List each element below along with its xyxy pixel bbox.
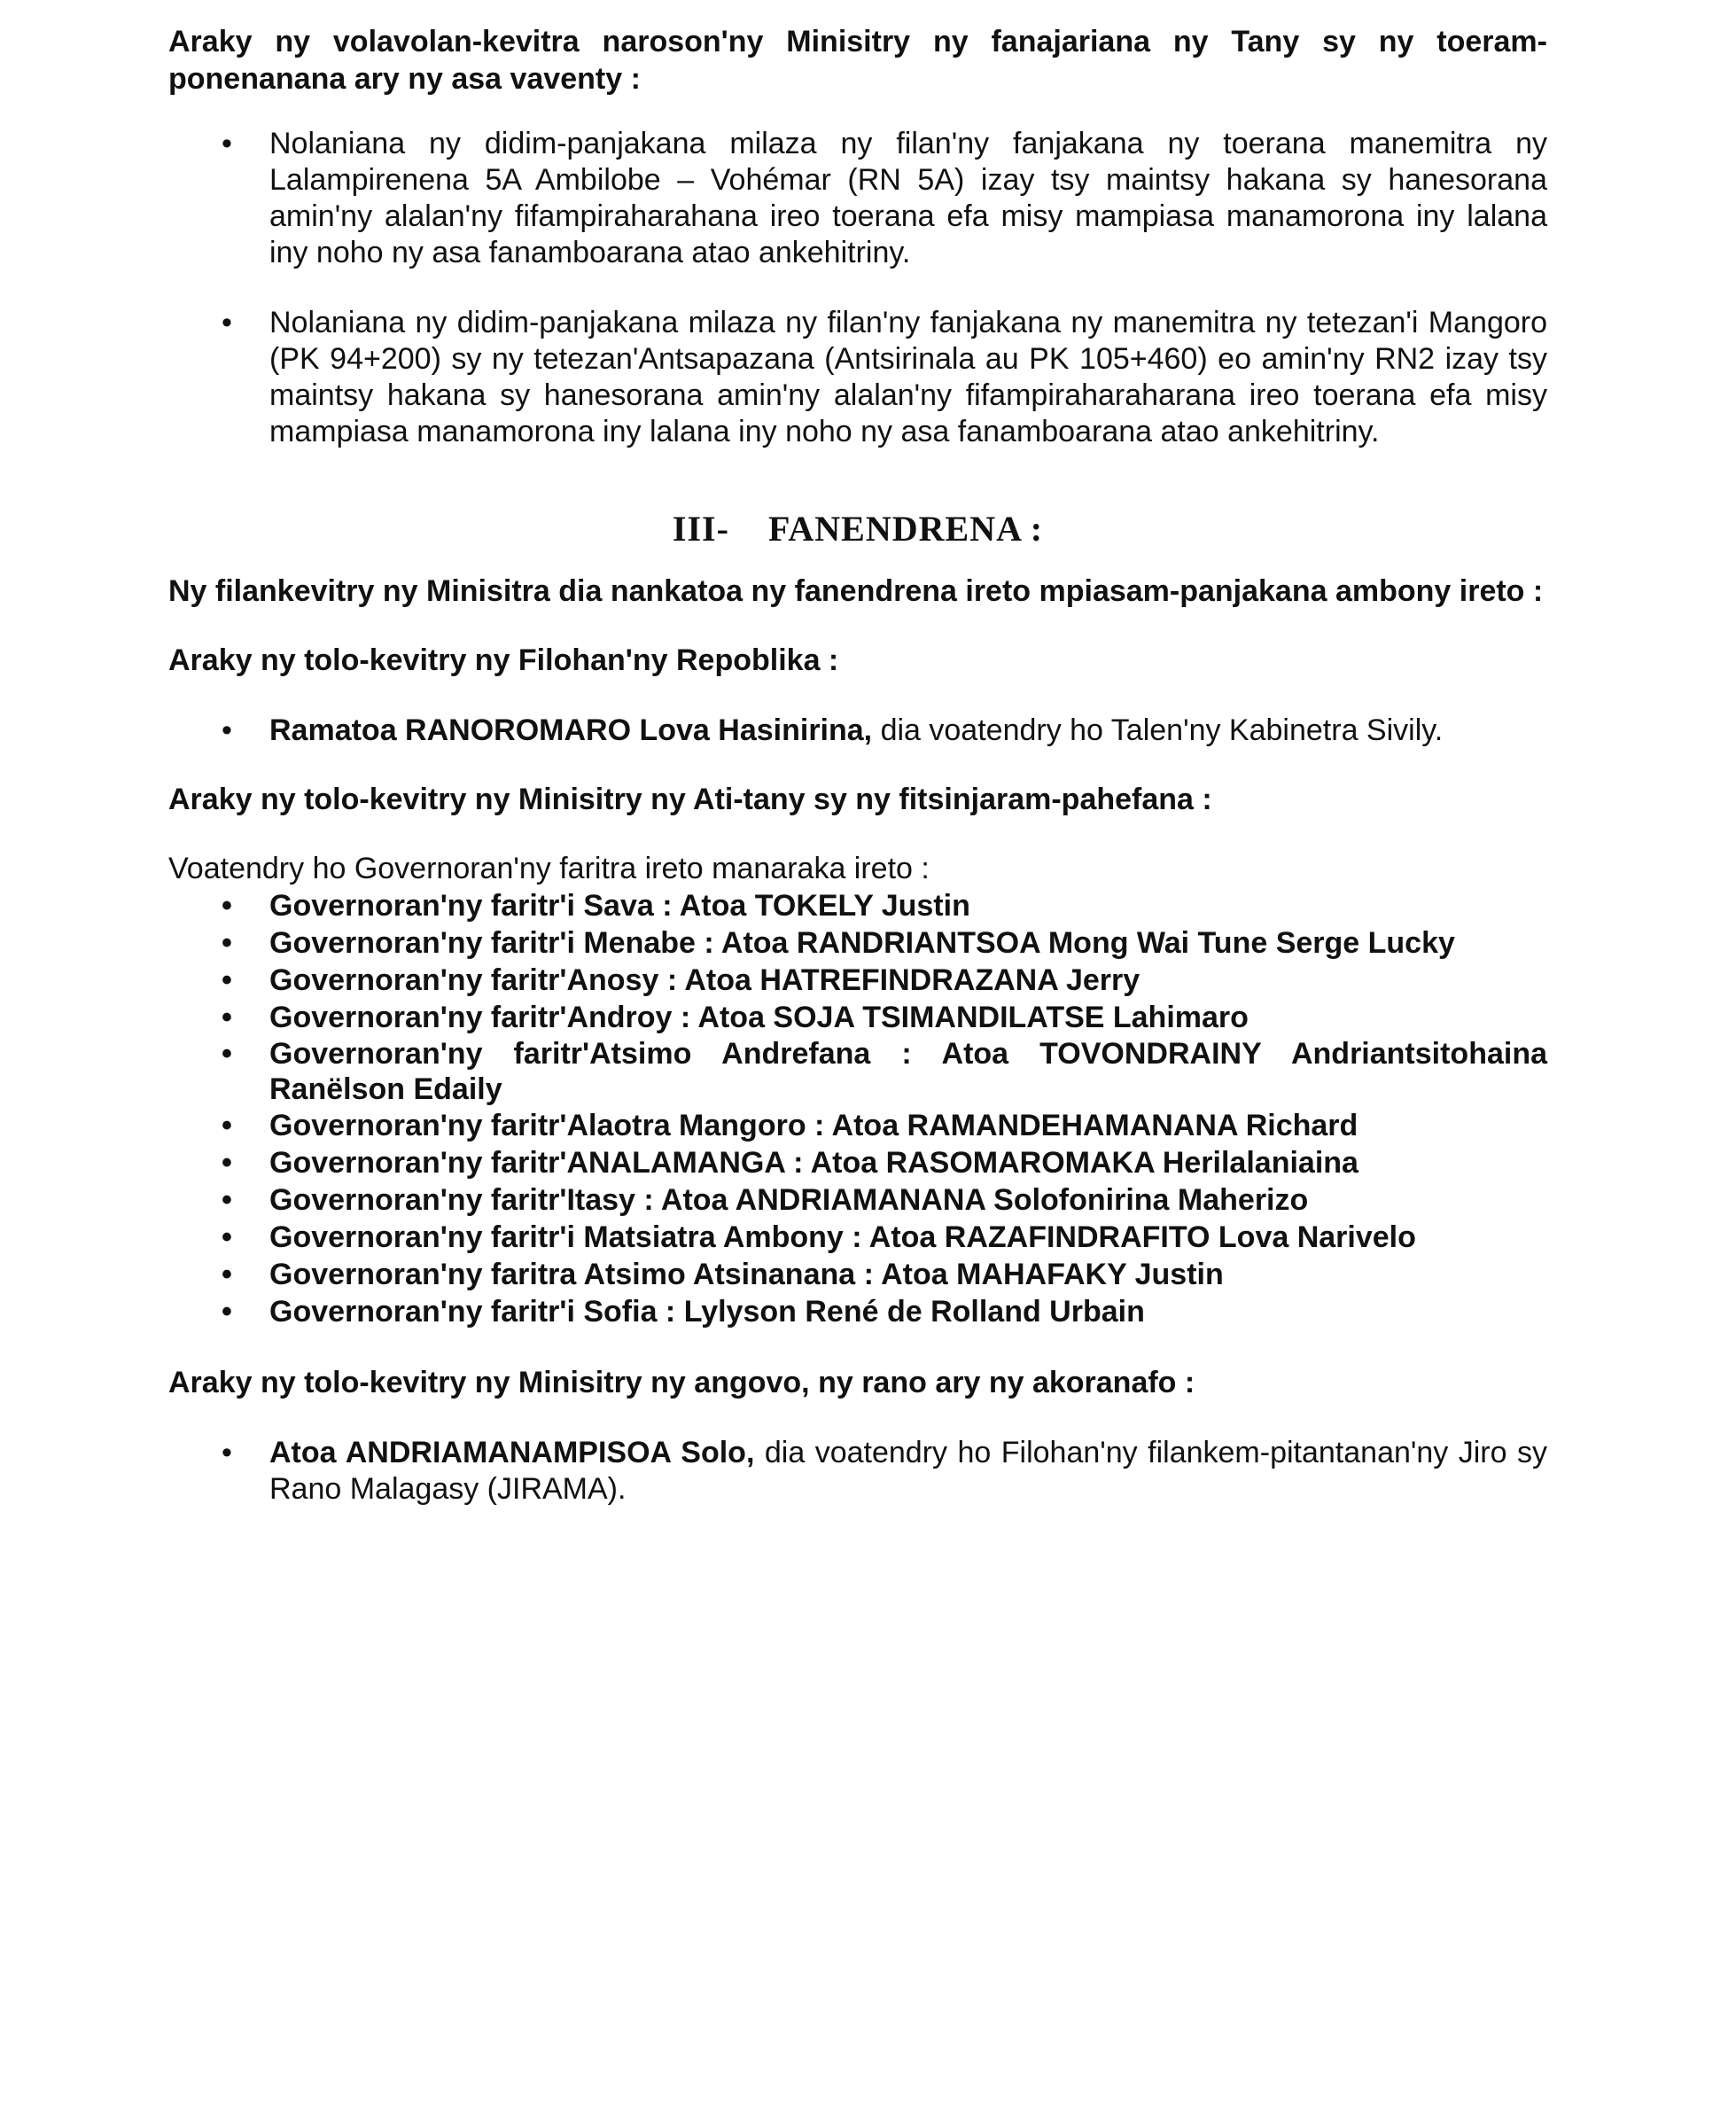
bullet-icon: • bbox=[222, 1258, 232, 1291]
list-item bbox=[168, 1036, 1547, 1107]
list-item bbox=[168, 924, 1547, 962]
list-item bbox=[168, 305, 1547, 450]
governors-intro: Voatendry ho Governoran'ny faritra ireto manaraka ireto : bbox=[168, 852, 930, 885]
governor-entry: Governoran'ny faritr'Itasy : Atoa ANDRIAMANANA Solofonirina Maherizo bbox=[269, 1183, 1309, 1217]
road-decree-list bbox=[168, 126, 1547, 450]
governor-entry: Governoran'ny faritr'Anosy : Atoa HATREFINDRAZANA Jerry bbox=[269, 963, 1140, 997]
governor-entry: Governoran'ny faritr'i Sava : Atoa TOKELY Justin bbox=[269, 889, 970, 923]
bullet-icon: • bbox=[222, 713, 232, 747]
list-item bbox=[168, 999, 1547, 1036]
section-intro: Ny filankevitry ny Minisitra dia nankatoa ny fanendrena ireto mpiasam-panjakana ambony ireto : bbox=[168, 574, 1544, 608]
road-projects-intro: Araky ny volavolan-kevitra naroson'ny Minisitry ny fanajariana ny Tany sy ny toeram-ponenanana ary ny asa vaventy : bbox=[168, 25, 1547, 96]
president-appointments bbox=[168, 713, 1547, 749]
section-title: FANENDRENA : bbox=[767, 509, 1044, 549]
governor-entry: Governoran'ny faritr'Alaotra Mangoro : Atoa RAMANDEHAMANANA Richard bbox=[269, 1109, 1358, 1142]
governor-entry: Governoran'ny faritr'ANALAMANGA : Atoa RASOMAROMAKA Herilalaniaina bbox=[269, 1146, 1358, 1180]
road-item-text: Nolaniana ny didim-panjakana milaza ny filan'ny fanjakana ny manemitra ny tetezan'i Mangoro (PK 94+200) sy ny tetezan'Antsapazana (Antsirinala au PK 105+460) eo amin'ny RN2 izay tsy maintsy hakana sy hanesorana amin'ny alalan'ny fifampiraharaharana ireo toerana efa misy mampiasa manamorona iny lalana iny noho ny asa fanamboarana atao ankehitriny. bbox=[269, 306, 1547, 448]
bullet-icon: • bbox=[222, 1436, 232, 1469]
governor-entry: Governoran'ny faritr'Atsimo Andrefana : Atoa TOVONDRAINY Andriantsitohaina Ranëlson Edaily bbox=[269, 1037, 1547, 1106]
bullet-icon: • bbox=[222, 1220, 232, 1254]
appointee-role: dia voatendry ho Filohan'ny filankem-pitantanan'ny Jiro sy Rano Malagasy (JIRAMA). bbox=[269, 1436, 1548, 1506]
energy-appointments bbox=[168, 1435, 1547, 1508]
governor-entry: Governoran'ny faritr'Androy : Atoa SOJA TSIMANDILATSE Lahimaro bbox=[269, 1001, 1249, 1034]
bullet-icon: • bbox=[222, 1183, 232, 1217]
bullet-icon: • bbox=[222, 1146, 232, 1180]
list-item bbox=[168, 1219, 1547, 1256]
bullet-icon: • bbox=[222, 889, 232, 923]
list-item bbox=[168, 962, 1547, 999]
bullet-icon: • bbox=[222, 1295, 232, 1329]
section-heading bbox=[168, 507, 1547, 551]
list-item bbox=[168, 887, 1547, 924]
bullet-icon: • bbox=[222, 926, 232, 960]
bullet-icon: • bbox=[222, 963, 232, 997]
list-item bbox=[168, 1107, 1547, 1144]
list-item bbox=[168, 1256, 1547, 1293]
bullet-icon: • bbox=[222, 1001, 232, 1034]
list-item bbox=[168, 1181, 1547, 1219]
governor-entry: Governoran'ny faritra Atsimo Atsinanana : Atoa MAHAFAKY Justin bbox=[269, 1258, 1224, 1291]
appointee-name: Ramatoa RANOROMARO Lova Hasinirina, bbox=[269, 713, 873, 747]
president-proposal-label: Araky ny tolo-kevitry ny Filohan'ny Repoblika : bbox=[168, 643, 839, 677]
section-number: III- bbox=[672, 509, 729, 549]
list-item bbox=[168, 1435, 1547, 1508]
energy-proposal-label: Araky ny tolo-kevitry ny Minisitry ny angovo, ny rano ary ny akoranafo : bbox=[168, 1366, 1195, 1399]
bullet-icon: • bbox=[222, 127, 232, 160]
bullet-icon: • bbox=[222, 1109, 232, 1142]
list-item bbox=[168, 1144, 1547, 1181]
governor-entry: Governoran'ny faritr'i Matsiatra Ambony : Atoa RAZAFINDRAFITO Lova Narivelo bbox=[269, 1220, 1416, 1254]
road-item-text: Nolaniana ny didim-panjakana milaza ny filan'ny fanjakana ny toerana manemitra ny Lalampirenena 5A Ambilobe – Vohémar (RN 5A) izay tsy maintsy hakana sy hanesorana amin'ny alalan'ny fifampiraharahana ireo toerana efa misy mampiasa manamorona iny lalana iny noho ny asa fanamboarana atao ankehitriny. bbox=[269, 127, 1547, 269]
governor-entry: Governoran'ny faritr'i Menabe : Atoa RANDRIANTSOA Mong Wai Tune Serge Lucky bbox=[269, 926, 1455, 960]
governors-list bbox=[168, 887, 1547, 1330]
bullet-icon: • bbox=[222, 306, 232, 339]
list-item bbox=[168, 1293, 1547, 1330]
governor-entry: Governoran'ny faritr'i Sofia : Lylyson René de Rolland Urbain bbox=[269, 1295, 1145, 1329]
list-item bbox=[168, 713, 1547, 749]
list-item bbox=[168, 126, 1547, 271]
interior-proposal-label: Araky ny tolo-kevitry ny Minisitry ny Ati-tany sy ny fitsinjaram-pahefana : bbox=[168, 783, 1212, 816]
document-page bbox=[168, 23, 1547, 1508]
appointee-name: Atoa ANDRIAMANAMPISOA Solo, bbox=[269, 1436, 755, 1469]
appointee-role: dia voatendry ho Talen'ny Kabinetra Sivily. bbox=[872, 713, 1444, 747]
bullet-icon: • bbox=[222, 1037, 232, 1071]
